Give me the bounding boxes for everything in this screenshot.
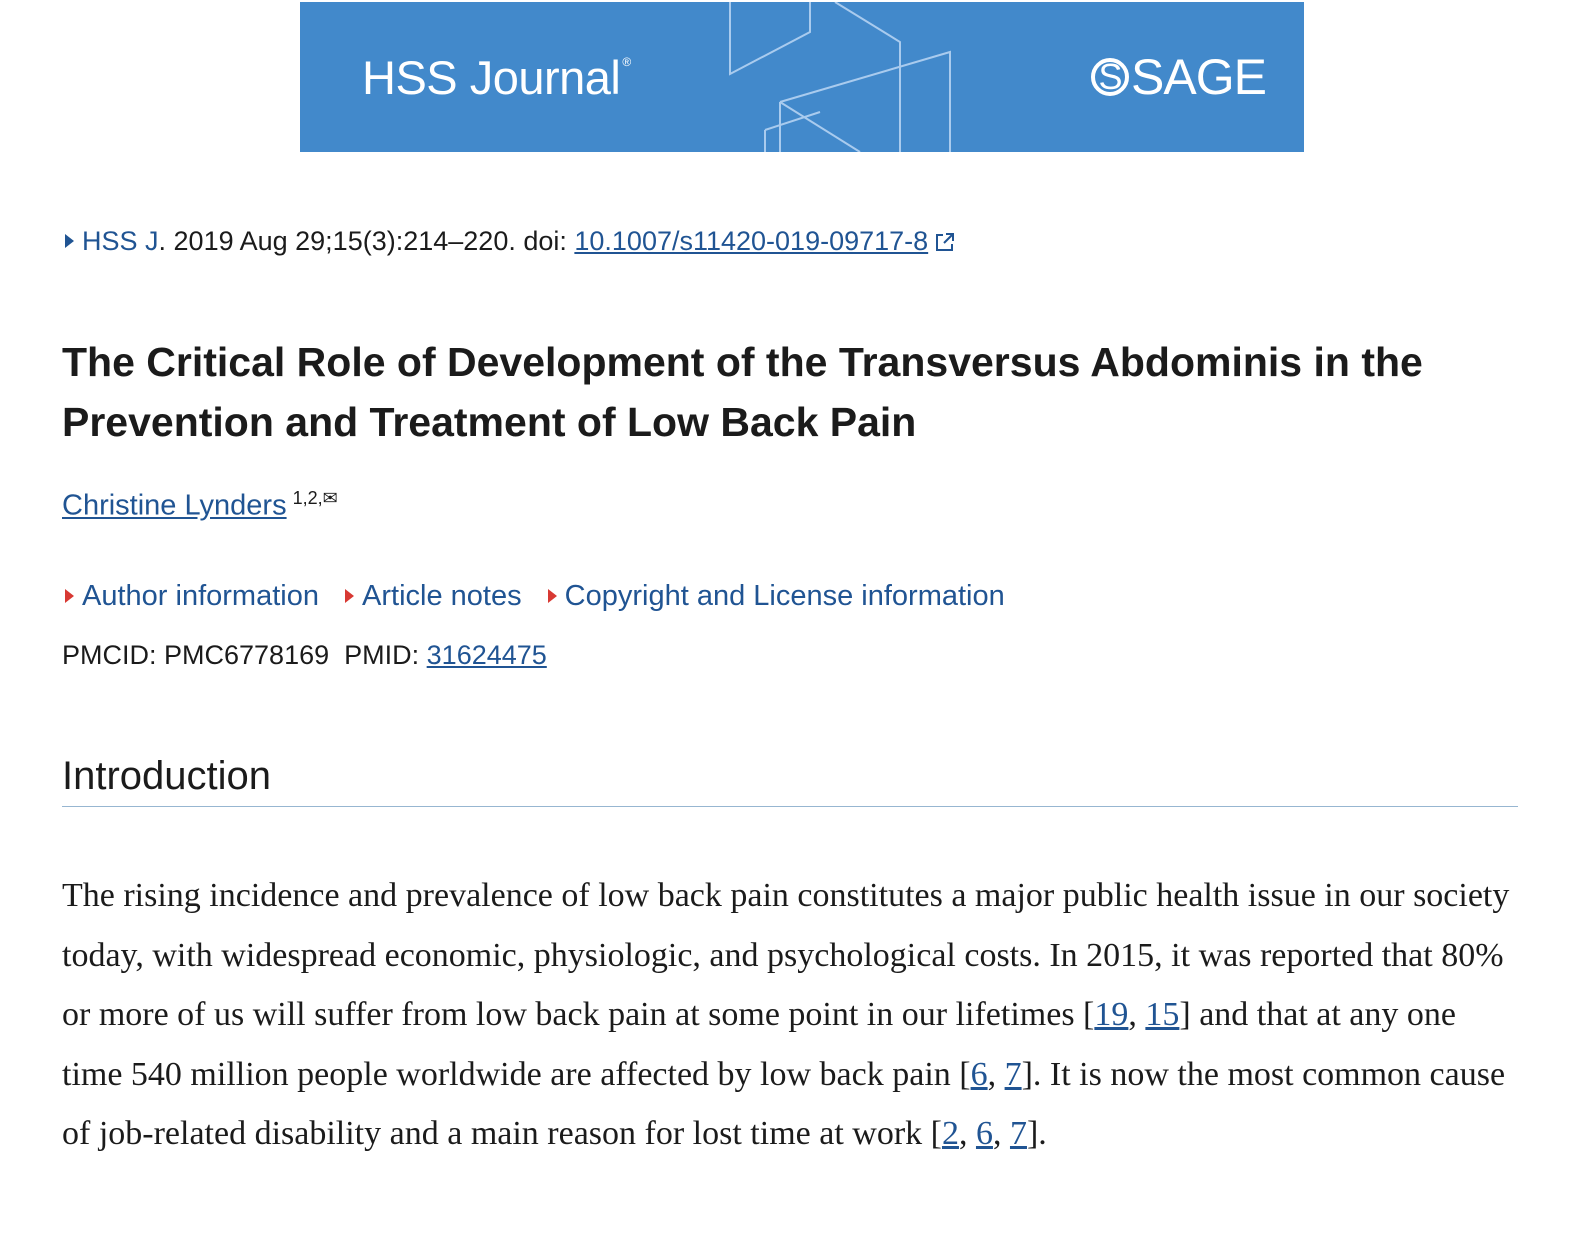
doi-link[interactable]: 10.1007/s11420-019-09717-8 <box>574 226 929 256</box>
registered-mark: ® <box>622 55 631 69</box>
paragraph-text: ] and that at any one time 540 million people worldwide are affected by low back pain [ <box>62 996 1456 1093</box>
article-notes-toggle[interactable] <box>345 580 522 612</box>
publisher-logo <box>1091 48 1266 106</box>
pmid-label: PMID: <box>344 640 427 670</box>
expand-triangle-icon <box>345 589 354 603</box>
external-link-icon[interactable] <box>934 231 956 253</box>
reference-link[interactable]: 7 <box>1004 1055 1022 1093</box>
author-affiliations[interactable]: 1,2,✉ <box>292 488 338 508</box>
expand-triangle-icon <box>65 589 74 603</box>
citation-details: . 2019 Aug 29;15(3):214–220. doi: <box>158 226 575 256</box>
reference-link[interactable]: 19 <box>1094 996 1129 1033</box>
journal-logo <box>362 50 631 105</box>
article-notes-label: Article notes <box>362 580 522 612</box>
expand-triangle-icon[interactable] <box>65 234 74 248</box>
citation-line <box>65 226 956 257</box>
reference-separator: , <box>958 1115 976 1152</box>
reference-separator: , <box>1128 996 1146 1033</box>
reference-link[interactable]: 15 <box>1145 996 1180 1033</box>
publisher-logo-text: SAGE <box>1131 49 1266 105</box>
journal-logo-text: HSS Journal <box>362 51 621 104</box>
journal-link[interactable]: HSS J <box>82 226 159 256</box>
paragraph-text: ]. <box>1026 1115 1047 1152</box>
copyright-label: Copyright and License information <box>564 580 1005 612</box>
sage-logo-icon: S <box>1091 58 1129 96</box>
author-link[interactable]: Christine Lynders <box>62 489 287 522</box>
author-information-label: Author information <box>82 580 319 612</box>
reference-link[interactable]: 6 <box>970 1055 988 1093</box>
pmcid: PMCID: PMC6778169 <box>62 640 330 670</box>
expand-triangle-icon <box>548 589 557 603</box>
reference-link[interactable]: 2 <box>941 1115 959 1152</box>
reference-separator: , <box>992 1115 1010 1152</box>
article-title: The Critical Role of Development of the Transversus Abdominis in the Prevention and Treatment of Low Back Pain <box>62 339 1423 445</box>
reference-link[interactable]: 7 <box>1009 1115 1027 1152</box>
pmid-link[interactable]: 31624475 <box>426 640 547 670</box>
paragraph-text: ]. It is now the most common cause of job-related disability and a main reason for lost time at work [ <box>62 1055 1506 1152</box>
reference-separator: , <box>987 1055 1005 1093</box>
section-heading-introduction: Introduction <box>62 752 1518 807</box>
article-ids <box>62 640 547 671</box>
copyright-toggle[interactable] <box>548 580 1005 612</box>
article-info-links <box>65 580 1023 613</box>
introduction-paragraph <box>62 866 1518 1164</box>
reference-link[interactable]: 6 <box>975 1115 993 1152</box>
journal-banner[interactable] <box>300 2 1304 152</box>
author-information-toggle[interactable] <box>65 580 319 612</box>
author-list <box>62 488 338 523</box>
paragraph-text: The rising incidence and prevalence of low back pain constitutes a major public health issue in our society today, with widespread economic, physiologic, and psychological costs. In 2015, it was reported that 80% or more of us will suffer from low back pain at some point in our lifetimes [ <box>62 877 1510 1033</box>
